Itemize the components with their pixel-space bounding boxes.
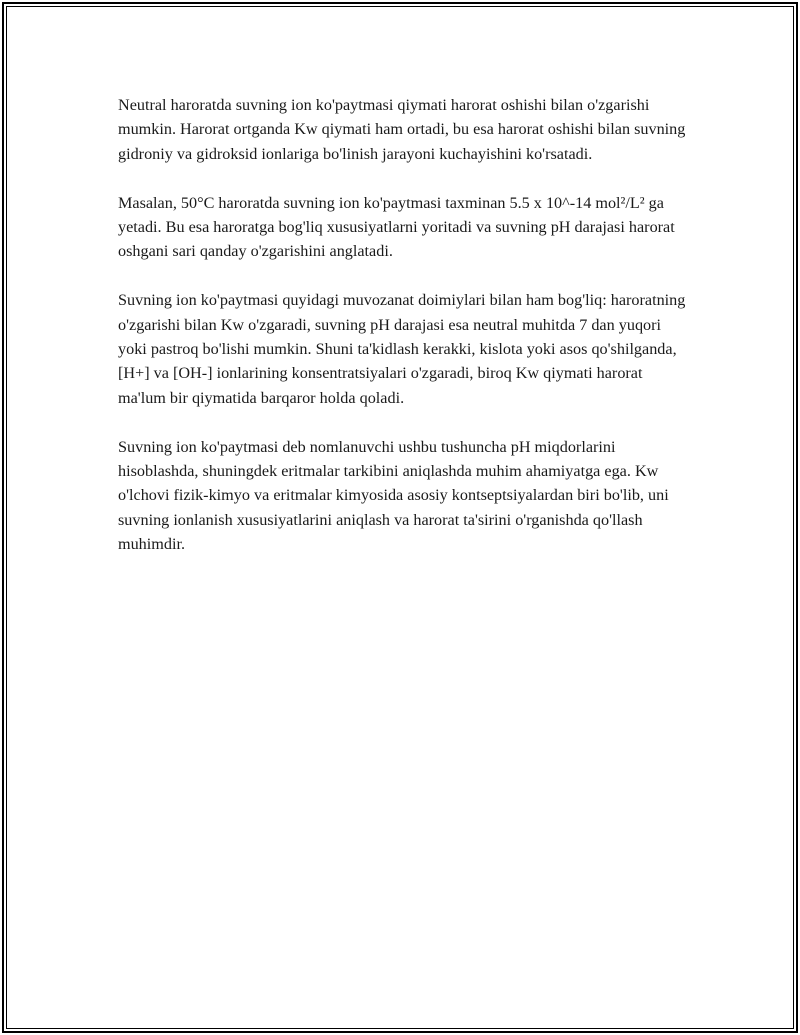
paragraph-example-50c: Masalan, 50°C haroratda suvning ion ko'paytmasi taxminan 5.5 x 10^-14 mol²/L² ga yetadi. Bu esa haroratga bog'liq xususiyatlarni yoritadi va suvning pH darajasi harorat oshgani sari qanday o'zgarishini anglatadi. (118, 193, 675, 261)
paragraph-importance: Suvning ion ko'paytmasi deb nomlanuvchi ushbu tushuncha pH miqdorlarini hisoblashda, shuningdek eritmalar tarkibini aniqlashda muhim ahamiyatga ega. Kw o'lchovi fizik-kimyo va eritmalar kimyosida asosiy kontseptsiyalardan biri bo'lib, uni suvning ionlanish xususiyatlarini aniqlash va harorat ta'sirini o'rganishda qo'llash muhimdir. (118, 437, 669, 554)
paragraph-equilibrium: Suvning ion ko'paytmasi quyidagi muvozanat doimiylari bilan ham bog'liq: haroratning o'zgarishi bilan Kw o'zgaradi, suvning pH darajasi esa neutral muhitda 7 dan yuqori yoki pastroq bo'lishi mumkin. Shuni ta'kidlash kerakki, kislota yoki asos qo'shilganda, [H+] va [OH-] ionlarining konsentratsiyalari o'zgaradi, biroq Kw qiymati harorat ma'lum bir qiymatida barqaror holda qoladi. (118, 291, 686, 407)
paragraph-kw-temperature: Neutral haroratda suvning ion ko'paytmasi qiymati harorat oshishi bilan o'zgarishi mumkin. Harorat ortganda Kw qiymati ham ortadi, bu esa harorat oshishi bilan suvning gidroniy va gidroksid ionlariga bo'linish jarayoni kuchayishini ko'rsatadi. (118, 96, 686, 163)
document-body (118, 93, 688, 581)
